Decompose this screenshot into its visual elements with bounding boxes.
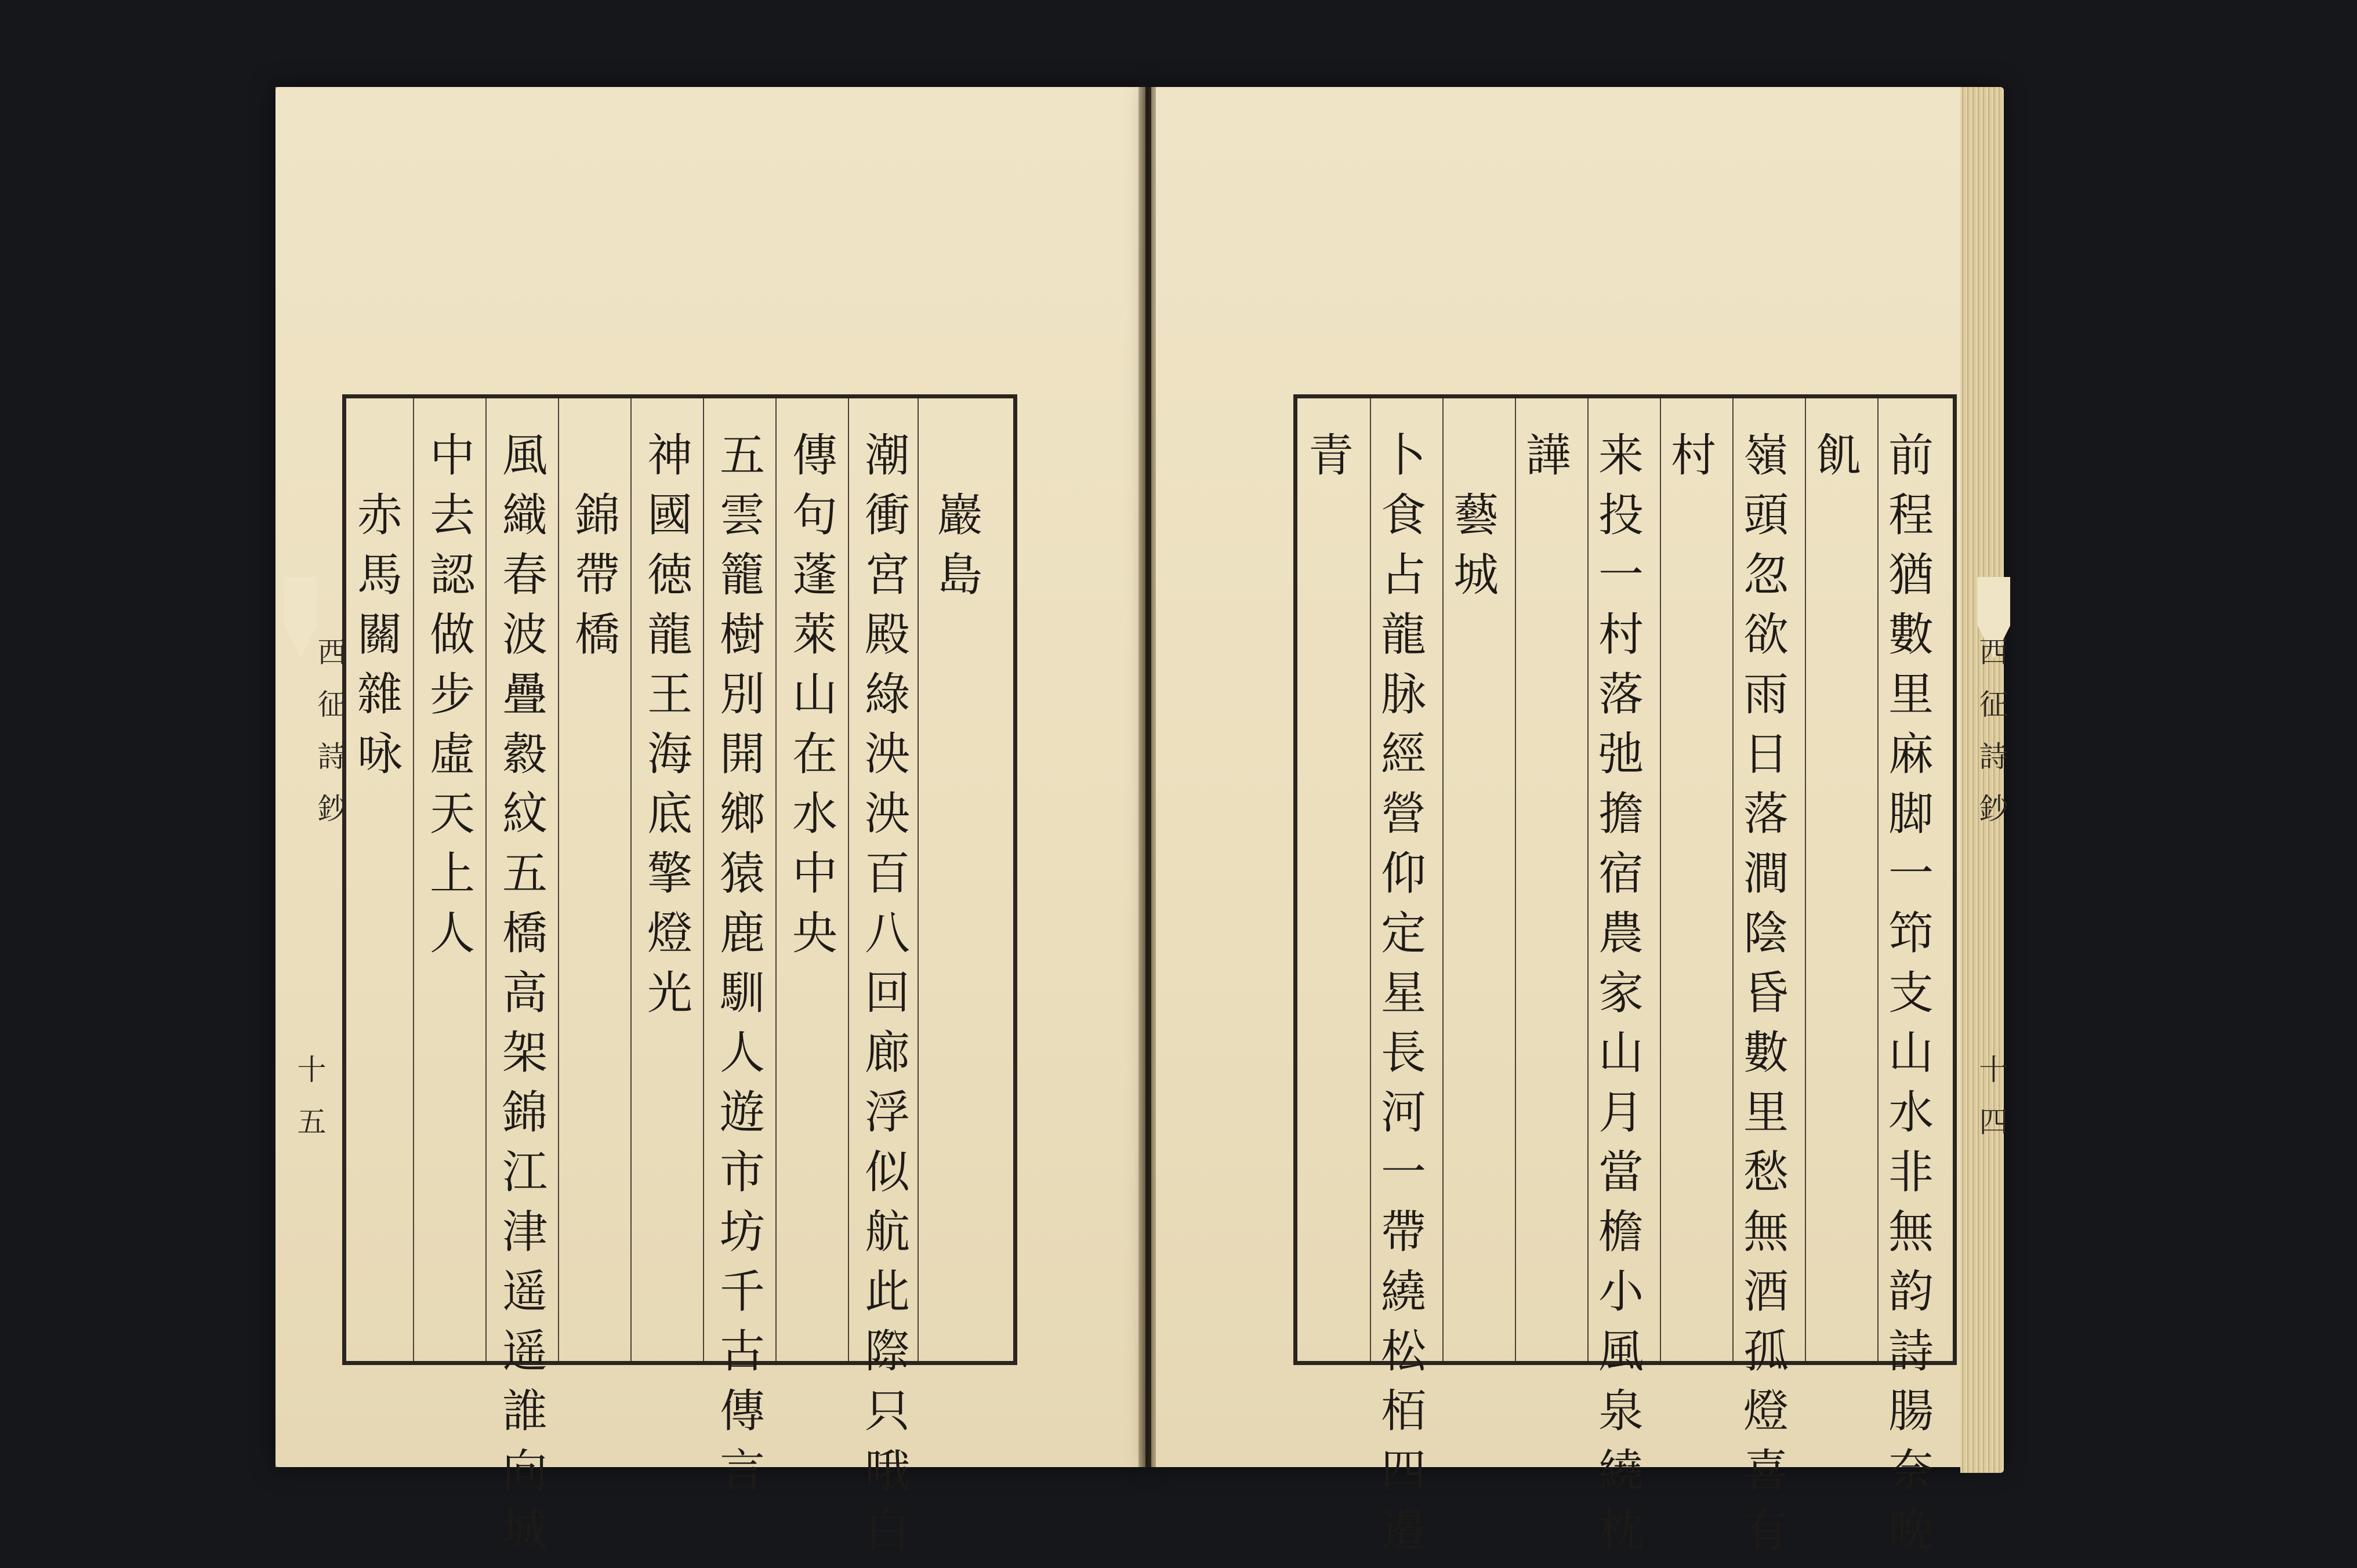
right-margin-title: 西 征 詩 鈔 — [1979, 636, 2008, 826]
column-rule — [1877, 398, 1879, 1361]
right-column-1: 前 程 猶 數 里 麻 脚 一 笻 支 山 水 非 無 韵 詩 腸 奈 晩 — [1888, 430, 1934, 1557]
right-column-8: 卜 食 占 龍 脉 經 營 仰 定 星 長 河 一 帶 繞 松 栢 四 邉 — [1380, 430, 1426, 1557]
book-gutter — [1138, 87, 1156, 1467]
right-column-7: 藝 城 — [1453, 489, 1499, 601]
left-folio: 十 五 — [297, 1053, 327, 1139]
right-column-2: 飢 — [1815, 430, 1861, 482]
column-rule — [848, 398, 849, 1361]
right-column-4: 村 — [1670, 430, 1716, 482]
left-column-8: 中 去 認 做 步 虛 天 上 人 — [429, 430, 475, 960]
column-rule — [1442, 398, 1444, 1361]
column-rule — [1660, 398, 1661, 1361]
column-rule — [1515, 398, 1516, 1361]
column-rule — [1805, 398, 1806, 1361]
left-margin-title: 西 征 詩 鈔 — [317, 636, 347, 826]
column-rule — [918, 398, 919, 1361]
right-column-9: 青 — [1308, 430, 1354, 482]
left-column-5: 神 國 徳 龍 王 海 底 擎 燈 光 — [647, 430, 692, 1019]
left-column-1: 巖 島 — [937, 489, 982, 601]
left-column-9: 赤 馬 關 雜 咏 — [357, 489, 402, 781]
column-rule — [1732, 398, 1734, 1361]
left-column-4: 五 雲 籠 樹 別 開 鄉 猿 鹿 馴 人 遊 市 坊 千 古 傳 言 — [719, 430, 765, 1497]
column-rule — [1370, 398, 1371, 1361]
column-rule — [558, 398, 559, 1361]
left-column-2: 潮 衝 宮 殿 綠 泱 泱 百 八 回 廊 浮 似 航 此 際 只 哦 白 — [864, 430, 910, 1557]
left-column-3: 傳 句 蓬 萊 山 在 水 中 央 — [792, 430, 837, 960]
column-rule — [413, 398, 414, 1361]
column-rule — [485, 398, 487, 1361]
left-column-6: 錦 帶 橋 — [574, 489, 620, 661]
right-column-5: 来 投 一 村 落 弛 擔 宿 農 家 山 月 當 檐 小 風 泉 繞 枕 — [1598, 430, 1644, 1557]
column-rule — [630, 398, 632, 1361]
right-column-3: 嶺 頭 忽 欲 雨 日 落 澗 陰 昏 數 里 愁 無 酒 孤 燈 喜 有 — [1743, 430, 1789, 1557]
left-column-7: 風 織 春 波 疊 縠 紋 五 橋 高 架 錦 江 津 遥 遥 誰 向 城 — [502, 430, 547, 1557]
column-rule — [775, 398, 777, 1361]
right-column-6: 譁 — [1525, 430, 1571, 482]
column-rule — [703, 398, 704, 1361]
right-folio: 十 四 — [1979, 1053, 2008, 1139]
column-rule — [1587, 398, 1589, 1361]
